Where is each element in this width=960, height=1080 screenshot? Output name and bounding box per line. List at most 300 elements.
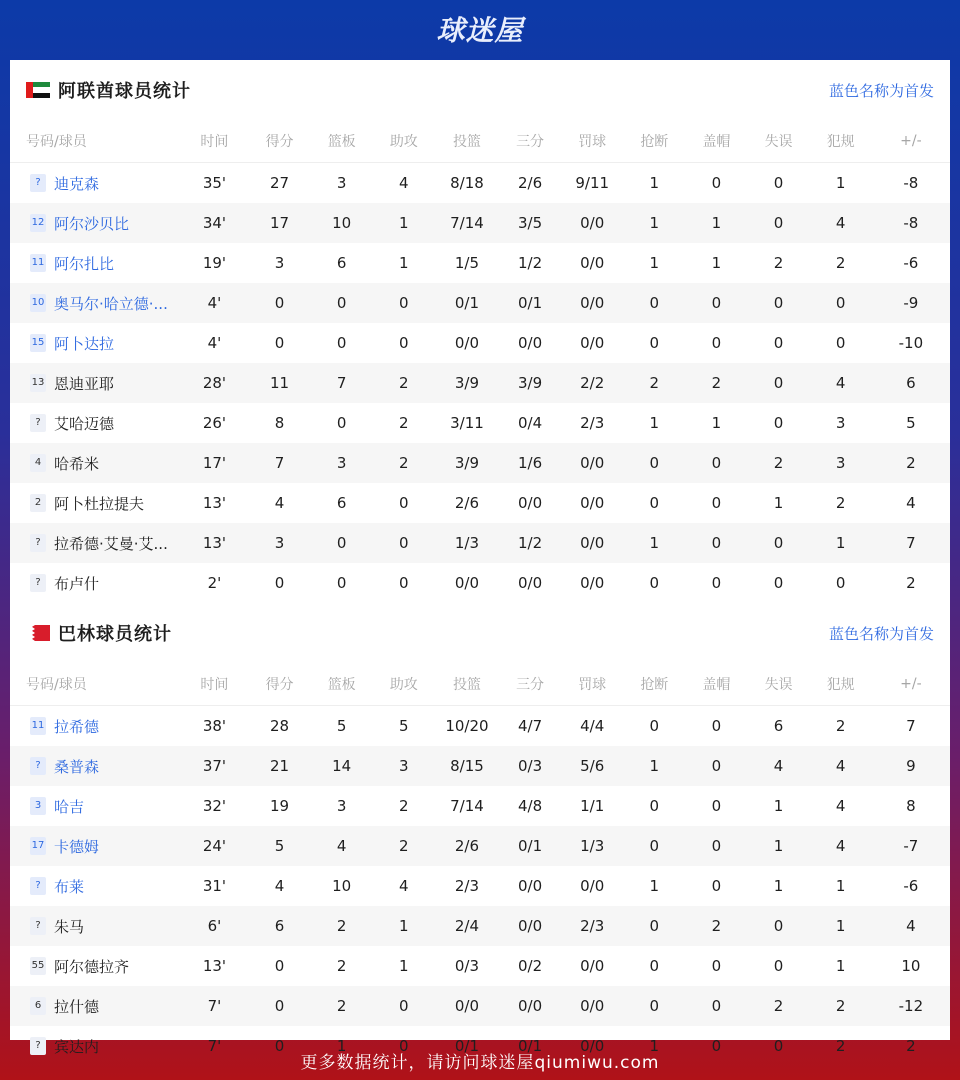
stat-cell: 4 [274,877,285,895]
stat-cell: 3 [311,443,373,483]
stat-cell: 0 [336,334,347,352]
stat-cell: 0 [685,986,747,1026]
brand-logo: 球迷屋 [436,14,524,47]
player-row[interactable] [10,283,950,323]
column-header: 篮板 [311,663,373,706]
stat-cell: 7 [872,523,950,563]
stat-cell: -6 [903,254,919,272]
player-stats-table [10,120,950,603]
stat-cell: 3 [336,797,347,815]
player-row[interactable] [10,483,950,523]
stat-cell: 4 [906,494,916,512]
stat-cell: 2 [748,986,810,1026]
player-name-cell [10,443,180,483]
player-name-link[interactable]: 布卢什 [54,574,100,593]
stat-cell: -12 [872,986,950,1026]
jersey-number-badge: ? [30,1037,46,1055]
jersey-number-badge: ? [30,574,46,592]
column-header: 三分 [499,663,561,706]
stat-cell: 0/0 [561,203,623,243]
stat-cell: 6 [336,254,347,272]
stat-cell: 0 [336,414,347,432]
stat-cell: 2/6 [517,174,543,192]
stat-cell: 4/7 [517,717,543,735]
stat-cell: 0 [311,523,373,563]
player-name-cell [10,403,180,443]
stat-cell: 3 [274,254,285,272]
stat-cell: 0 [773,574,784,592]
stat-cell: 17' [180,443,248,483]
stat-cell: 10 [901,957,921,975]
stat-cell: 0 [748,203,810,243]
player-row[interactable] [10,946,950,986]
stat-cell: 7/14 [450,797,484,815]
stat-cell: 0/0 [561,523,623,563]
stat-cell: 9/11 [575,174,610,192]
stat-cell: 3 [249,523,311,563]
stat-cell: 1 [623,203,685,243]
player-name-link[interactable]: 艾哈迈德 [54,414,115,433]
stat-cell: 1 [623,523,685,563]
player-row[interactable] [10,746,950,786]
jersey-number-badge: 17 [30,837,46,855]
stat-cell: 2 [835,254,846,272]
stat-cell: 2 [685,906,747,946]
player-name-cell [10,786,180,826]
stat-cell: 3 [835,414,846,432]
player-name-cell [10,866,180,906]
stat-cell: 4' [180,283,248,323]
column-header: 得分 [249,663,311,706]
stat-cell: 0/0 [580,1037,605,1055]
stat-cell: 2 [373,363,435,403]
stat-cell: 4 [311,826,373,866]
stat-cell: 0 [711,574,722,592]
stat-cell: 24' [180,826,248,866]
stat-cell: 0/0 [517,494,543,512]
stat-cell: 3/9 [435,443,499,483]
jersey-number-badge: 12 [30,214,46,232]
stat-cell: 1 [649,254,660,272]
stat-cell: -8 [872,203,950,243]
stat-cell: 0 [274,574,285,592]
stat-cell: 0 [711,717,722,735]
player-name-link[interactable]: 阿卜达拉 [54,334,115,353]
stat-cell: 0/0 [580,494,605,512]
player-row[interactable] [10,786,950,826]
stat-cell: 0 [649,957,660,975]
stat-cell: 0 [373,283,435,323]
jersey-number-badge: ? [30,877,46,895]
stat-cell: 3/11 [450,414,484,432]
stat-cell: 1 [835,957,846,975]
stat-cell: 0 [685,443,747,483]
stat-cell: 0 [399,494,409,512]
stat-cell: 0/0 [499,906,561,946]
stat-cell: 4 [748,746,810,786]
stat-cell: 1/2 [499,523,561,563]
jersey-number-badge: 11 [30,254,46,272]
stat-cell: 0 [711,877,722,895]
stat-cell: 0/0 [580,957,605,975]
stat-cell: 2/3 [580,414,605,432]
stat-cell: 0 [623,443,685,483]
stat-cell: 0 [748,283,810,323]
jersey-number-badge: 15 [30,334,46,352]
stat-cell: 5/6 [561,746,623,786]
stat-cell: 0 [336,574,347,592]
player-name-cell [10,163,180,204]
stat-cell: 1 [373,203,435,243]
stat-cell: 8/15 [435,746,499,786]
stat-cell: 5 [906,414,916,432]
section-header [10,60,950,120]
stat-cell: 4 [810,746,872,786]
stat-cell: 0 [748,363,810,403]
stat-cell: 1/3 [435,523,499,563]
player-row[interactable] [10,363,950,403]
player-row[interactable] [10,323,950,363]
player-row[interactable] [10,403,950,443]
stat-cell: 8 [906,797,916,815]
player-row[interactable] [10,163,950,204]
stat-cell: 2 [906,574,916,592]
stat-cell: 1 [773,877,784,895]
column-header: 失误 [748,663,810,706]
jersey-number-badge: ? [30,917,46,935]
stat-cell: 7/14 [435,203,499,243]
stat-cell: 5 [336,717,347,735]
stat-cell: 4 [810,826,872,866]
player-name-link[interactable]: 恩迪亚耶 [54,374,115,393]
stat-cell: 32' [202,797,227,815]
stat-cell: 4 [835,797,846,815]
stat-cell: -7 [872,826,950,866]
stat-cell: 6 [336,494,347,512]
stat-cell: 0 [810,283,872,323]
player-name-cell [10,563,180,603]
stat-cell: 0 [711,957,722,975]
section-title: 阿联酋球员统计 [58,81,191,102]
player-name-link[interactable]: 奥马尔·哈立德·... [54,294,168,313]
stat-cell: 0/0 [454,334,479,352]
stat-cell: 1 [336,1037,347,1055]
stat-cell: 4/8 [517,797,543,815]
stat-cell: 10 [332,877,352,895]
player-name-cell [10,363,180,403]
jersey-number-badge: ? [30,534,46,552]
stat-cell: 2/4 [435,906,499,946]
stat-cell: 3/5 [499,203,561,243]
stat-cell: 2 [685,363,747,403]
stat-cell: 0/0 [580,574,605,592]
stat-cell: 4 [399,174,409,192]
stat-cell: 3/9 [499,363,561,403]
column-header: +/- [872,663,950,706]
stat-cell: 0 [711,174,722,192]
stat-cell: 1 [835,877,846,895]
stat-cell: 0/0 [454,574,479,592]
stat-cell: 1 [623,746,685,786]
stat-cell: 2 [399,414,409,432]
stat-cell: 0 [649,494,660,512]
stat-cell: 0/0 [561,443,623,483]
stat-cell: 7 [906,717,916,735]
stat-cell: 2/2 [561,363,623,403]
stat-cell: 3 [373,746,435,786]
stat-cell: 0/0 [561,986,623,1026]
stat-cell: 17 [249,203,311,243]
stat-cell: 0 [623,986,685,1026]
stat-cell: 13' [202,494,227,512]
stat-cell: 4 [399,877,409,895]
player-name-link[interactable]: 拉什德 [54,997,100,1016]
stat-cell: 1/6 [499,443,561,483]
stat-cell: 26' [202,414,227,432]
stat-cell: 13' [202,957,227,975]
player-row[interactable] [10,563,950,603]
stat-cell: 0 [373,986,435,1026]
jersey-number-badge: ? [30,757,46,775]
stat-cell: 2 [311,906,373,946]
column-header: 篮板 [311,120,373,163]
player-row[interactable] [10,523,950,563]
player-name-link[interactable]: 阿尔沙贝比 [54,214,130,233]
player-row[interactable] [10,826,950,866]
stat-cell: 0 [249,283,311,323]
player-name-cell [10,323,180,363]
player-name-link[interactable]: 哈希米 [54,454,100,473]
player-name-link[interactable]: 朱马 [54,917,85,936]
column-header: 时间 [180,663,248,706]
stat-cell: 2 [336,957,347,975]
stat-cell: 0 [274,957,285,975]
player-name-link[interactable]: 卡德姆 [54,837,100,856]
stat-cell: 10/20 [445,717,489,735]
column-header: 得分 [249,120,311,163]
column-header: 罚球 [561,120,623,163]
player-name-cell [10,203,180,243]
stat-cell: 0/0 [580,254,605,272]
stat-cell: 2 [399,797,409,815]
stat-cell: 2/3 [561,906,623,946]
stat-cell: 2 [810,986,872,1026]
stat-cell: 0 [249,986,311,1026]
player-row[interactable] [10,203,950,243]
stat-cell: 1 [649,414,660,432]
stat-cell: 1 [399,254,409,272]
stat-cell: 13' [180,523,248,563]
player-name-cell [10,706,180,747]
stat-cell: 0 [711,494,722,512]
stat-cell: 0/0 [561,283,623,323]
jersey-number-badge: 2 [30,494,46,512]
stat-cell: 0 [623,826,685,866]
player-row[interactable] [10,866,950,906]
stat-cell: 0 [399,334,409,352]
jersey-number-badge: 11 [30,717,46,735]
stat-cell: 0/0 [499,986,561,1026]
column-header: 盖帽 [685,120,747,163]
player-name-link[interactable]: 拉希德 [54,717,100,736]
player-row[interactable] [10,706,950,747]
stat-cell: 0 [373,523,435,563]
stat-cell: 1 [773,797,784,815]
stat-cell: 7' [207,1037,222,1055]
stat-cell: 0 [711,797,722,815]
stat-cell: 6 [249,906,311,946]
stat-cell: 2 [773,254,784,272]
stat-cell: 0 [685,826,747,866]
jersey-number-badge: 10 [30,294,46,312]
stat-cell: 1 [399,957,409,975]
stat-cell: 1 [810,523,872,563]
player-name-cell [10,826,180,866]
stat-cell: 0 [649,717,660,735]
stat-cell: 14 [311,746,373,786]
jersey-number-badge: 13 [30,374,46,392]
column-header: 犯规 [810,120,872,163]
stat-cell: 1 [711,414,722,432]
stat-cell: 0 [711,1037,722,1055]
player-name-link[interactable]: 布莱 [54,877,85,896]
stat-cell: 0/1 [499,826,561,866]
bahrain-flag-icon [26,625,50,641]
stat-cell: 0 [711,334,722,352]
starter-note: 蓝色名称为首发 [828,624,934,643]
stat-cell: 4' [207,334,222,352]
stat-cell: 1 [810,906,872,946]
player-row[interactable] [10,443,950,483]
stat-cell: 8 [274,414,285,432]
stat-cell: 4 [274,494,285,512]
column-header: +/- [872,120,950,163]
stat-cell: 0 [311,283,373,323]
stat-cell: 11 [249,363,311,403]
player-row[interactable] [10,906,950,946]
stat-cell: 1/5 [454,254,479,272]
stat-cell: 0 [835,334,846,352]
stat-cell: 0/1 [454,1037,479,1055]
stat-cell: 1 [649,174,660,192]
player-name-cell [10,483,180,523]
stat-cell: 7' [180,986,248,1026]
stat-cell: 2/6 [435,826,499,866]
jersey-number-badge: ? [30,414,46,432]
stat-cell: 31' [202,877,227,895]
column-header: 盖帽 [685,663,747,706]
stat-cell: -9 [872,283,950,323]
stat-cell: 1/2 [517,254,543,272]
stat-cell: 21 [249,746,311,786]
stat-cell: 2 [835,717,846,735]
stat-cell: 5 [249,826,311,866]
player-name-cell [10,746,180,786]
stat-cell: 4/4 [580,717,605,735]
stat-cell: 0 [649,797,660,815]
stat-cell: 0 [685,523,747,563]
stat-cell: 2 [872,443,950,483]
player-name-link[interactable]: 拉希德·艾曼·艾... [54,534,168,553]
player-stats-table [10,663,950,1066]
stat-cell: 2/3 [454,877,479,895]
player-name-link[interactable]: 阿尔德拉齐 [54,957,130,976]
stat-cell: 0 [773,957,784,975]
stat-cell: -8 [903,174,919,192]
player-name-link[interactable]: 哈吉 [54,797,85,816]
player-name-link[interactable]: 阿尔扎比 [54,254,115,273]
stat-cell: 7 [311,363,373,403]
uae-flag-icon [26,82,50,98]
stat-cell: 2 [906,1037,916,1055]
stat-cell: 28 [270,717,290,735]
stat-cell: 0 [274,334,285,352]
column-header: 罚球 [561,663,623,706]
stat-cell: 0 [649,334,660,352]
player-name-cell [10,946,180,986]
stat-cell: 0/3 [499,746,561,786]
stat-cell: 0 [748,523,810,563]
player-name-link[interactable]: 迪克森 [54,174,100,193]
stat-cell: 6' [180,906,248,946]
player-name-cell [10,243,180,283]
stat-cell: 0/0 [580,334,605,352]
player-row[interactable] [10,986,950,1026]
player-row[interactable] [10,243,950,283]
stat-cell: 0/3 [454,957,479,975]
player-name-cell [10,906,180,946]
stat-cell: 2 [623,363,685,403]
stat-cell: 1/3 [561,826,623,866]
column-header: 三分 [499,120,561,163]
stat-cell: 0 [773,1037,784,1055]
stat-cell: 0 [773,334,784,352]
stat-cell: 6 [872,363,950,403]
stat-cell: 1 [748,826,810,866]
stat-cell: 37' [180,746,248,786]
player-name-cell [10,986,180,1026]
stat-cell: 0 [623,906,685,946]
stat-cell: -6 [903,877,919,895]
stat-cell: 4 [872,906,950,946]
stat-cell: 0 [274,1037,285,1055]
jersey-number-badge: 3 [30,797,46,815]
column-header: 失误 [748,120,810,163]
player-name-link[interactable]: 阿卜杜拉提夫 [54,494,145,513]
stat-cell: 27 [270,174,290,192]
footer-banner[interactable]: 更多数据统计，请访问球迷屋qiumiwu.com [300,1052,660,1073]
stat-cell: 8/18 [450,174,484,192]
player-name-cell [10,523,180,563]
starter-note: 蓝色名称为首发 [828,81,934,100]
section-header [10,603,950,663]
jersey-number-badge: 6 [30,997,46,1015]
player-name-link[interactable]: 宾达内 [54,1037,100,1056]
stat-cell: 1 [373,906,435,946]
stat-cell: 0 [399,574,409,592]
stat-cell: 10 [311,203,373,243]
team-section-uae [10,60,950,603]
player-name-link[interactable]: 桑普森 [54,757,100,776]
stat-cell: 0 [773,414,784,432]
section-title-wrap [26,620,172,646]
stat-cell: 9 [872,746,950,786]
column-header: 号码/球员 [10,663,180,706]
stat-cell: 6 [773,717,784,735]
jersey-number-badge: ? [30,174,46,192]
stat-cell: 0 [399,1037,409,1055]
stat-cell: 2 [373,443,435,483]
